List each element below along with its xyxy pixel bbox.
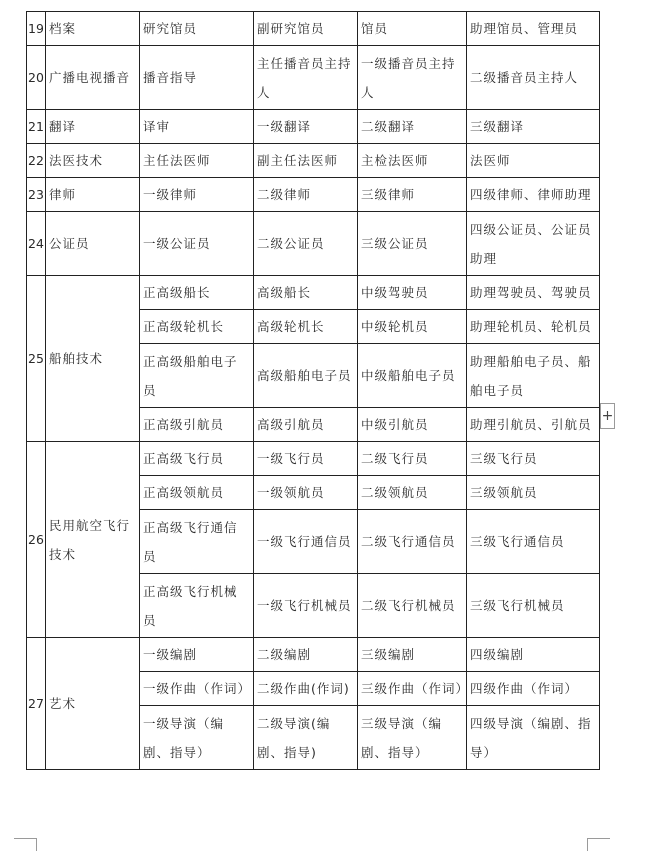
field-name: 法医技术	[46, 144, 140, 178]
intermediate-title: 馆员	[358, 12, 467, 46]
table-row	[27, 144, 600, 178]
row-number: 25	[27, 276, 46, 442]
junior-title: 三级飞行通信员	[467, 510, 600, 574]
senior-title: 一级公证员	[140, 212, 254, 276]
senior-title: 研究馆员	[140, 12, 254, 46]
field-name: 船舶技术	[46, 276, 140, 442]
deputy-senior-title: 二级公证员	[254, 212, 358, 276]
junior-title: 助理馆员、管理员	[467, 12, 600, 46]
senior-title: 正高级飞行机械员	[140, 574, 254, 638]
field-name: 艺术	[46, 638, 140, 770]
table-row	[27, 46, 600, 110]
junior-title: 四级作曲（作词）	[467, 672, 600, 706]
senior-title: 正高级飞行通信员	[140, 510, 254, 574]
intermediate-title: 三级公证员	[358, 212, 467, 276]
deputy-senior-title: 高级轮机长	[254, 310, 358, 344]
intermediate-title: 主检法医师	[358, 144, 467, 178]
deputy-senior-title: 一级领航员	[254, 476, 358, 510]
row-number: 24	[27, 212, 46, 276]
row-number: 27	[27, 638, 46, 770]
deputy-senior-title: 一级翻译	[254, 110, 358, 144]
senior-title: 主任法医师	[140, 144, 254, 178]
junior-title: 三级飞行机械员	[467, 574, 600, 638]
junior-title: 四级导演（编剧、指导）	[467, 706, 600, 770]
deputy-senior-title: 一级飞行通信员	[254, 510, 358, 574]
senior-title: 一级导演（编剧、指导）	[140, 706, 254, 770]
deputy-senior-title: 主任播音员主持人	[254, 46, 358, 110]
junior-title: 助理船舶电子员、船舶电子员	[467, 344, 600, 408]
title-table	[26, 11, 600, 770]
intermediate-title: 二级领航员	[358, 476, 467, 510]
intermediate-title: 二级飞行通信员	[358, 510, 467, 574]
intermediate-title: 二级飞行员	[358, 442, 467, 476]
field-name: 广播电视播音	[46, 46, 140, 110]
junior-title: 四级律师、律师助理	[467, 178, 600, 212]
junior-title: 助理引航员、引航员	[467, 408, 600, 442]
intermediate-title: 中级船舶电子员	[358, 344, 467, 408]
intermediate-title: 中级轮机员	[358, 310, 467, 344]
senior-title: 正高级飞行员	[140, 442, 254, 476]
senior-title: 正高级引航员	[140, 408, 254, 442]
table-row	[27, 638, 600, 672]
senior-title: 一级律师	[140, 178, 254, 212]
deputy-senior-title: 副研究馆员	[254, 12, 358, 46]
page-corner-mark-left	[14, 838, 37, 851]
table-row	[27, 178, 600, 212]
deputy-senior-title: 二级编剧	[254, 638, 358, 672]
junior-title: 法医师	[467, 144, 600, 178]
intermediate-title: 三级编剧	[358, 638, 467, 672]
row-number: 21	[27, 110, 46, 144]
field-name: 民用航空飞行技术	[46, 442, 140, 638]
intermediate-title: 二级翻译	[358, 110, 467, 144]
row-number: 26	[27, 442, 46, 638]
junior-title: 三级翻译	[467, 110, 600, 144]
deputy-senior-title: 高级船长	[254, 276, 358, 310]
senior-title: 播音指导	[140, 46, 254, 110]
junior-title: 三级飞行员	[467, 442, 600, 476]
deputy-senior-title: 二级作曲(作词)	[254, 672, 358, 706]
field-name: 公证员	[46, 212, 140, 276]
row-number: 19	[27, 12, 46, 46]
intermediate-title: 三级作曲（作词）	[358, 672, 467, 706]
table-row	[27, 110, 600, 144]
deputy-senior-title: 高级船舶电子员	[254, 344, 358, 408]
row-number: 23	[27, 178, 46, 212]
table-add-column-button[interactable]: +	[600, 403, 615, 429]
intermediate-title: 三级导演（编剧、指导）	[358, 706, 467, 770]
intermediate-title: 中级驾驶员	[358, 276, 467, 310]
junior-title: 助理轮机员、轮机员	[467, 310, 600, 344]
field-name: 档案	[46, 12, 140, 46]
senior-title: 正高级船长	[140, 276, 254, 310]
deputy-senior-title: 高级引航员	[254, 408, 358, 442]
row-number: 20	[27, 46, 46, 110]
table-row	[27, 212, 600, 276]
junior-title: 助理驾驶员、驾驶员	[467, 276, 600, 310]
junior-title: 二级播音员主持人	[467, 46, 600, 110]
senior-title: 一级编剧	[140, 638, 254, 672]
table-row	[27, 442, 600, 476]
junior-title: 三级领航员	[467, 476, 600, 510]
deputy-senior-title: 副主任法医师	[254, 144, 358, 178]
field-name: 翻译	[46, 110, 140, 144]
senior-title: 正高级领航员	[140, 476, 254, 510]
senior-title: 译审	[140, 110, 254, 144]
junior-title: 四级编剧	[467, 638, 600, 672]
table-row	[27, 12, 600, 46]
senior-title: 正高级轮机长	[140, 310, 254, 344]
field-name: 律师	[46, 178, 140, 212]
page-corner-mark-right	[587, 838, 610, 851]
senior-title: 正高级船舶电子员	[140, 344, 254, 408]
deputy-senior-title: 二级导演(编剧、指导)	[254, 706, 358, 770]
deputy-senior-title: 二级律师	[254, 178, 358, 212]
intermediate-title: 一级播音员主持人	[358, 46, 467, 110]
deputy-senior-title: 一级飞行机械员	[254, 574, 358, 638]
senior-title: 一级作曲（作词）	[140, 672, 254, 706]
intermediate-title: 二级飞行机械员	[358, 574, 467, 638]
deputy-senior-title: 一级飞行员	[254, 442, 358, 476]
junior-title: 四级公证员、公证员助理	[467, 212, 600, 276]
intermediate-title: 中级引航员	[358, 408, 467, 442]
intermediate-title: 三级律师	[358, 178, 467, 212]
row-number: 22	[27, 144, 46, 178]
table-row	[27, 276, 600, 310]
